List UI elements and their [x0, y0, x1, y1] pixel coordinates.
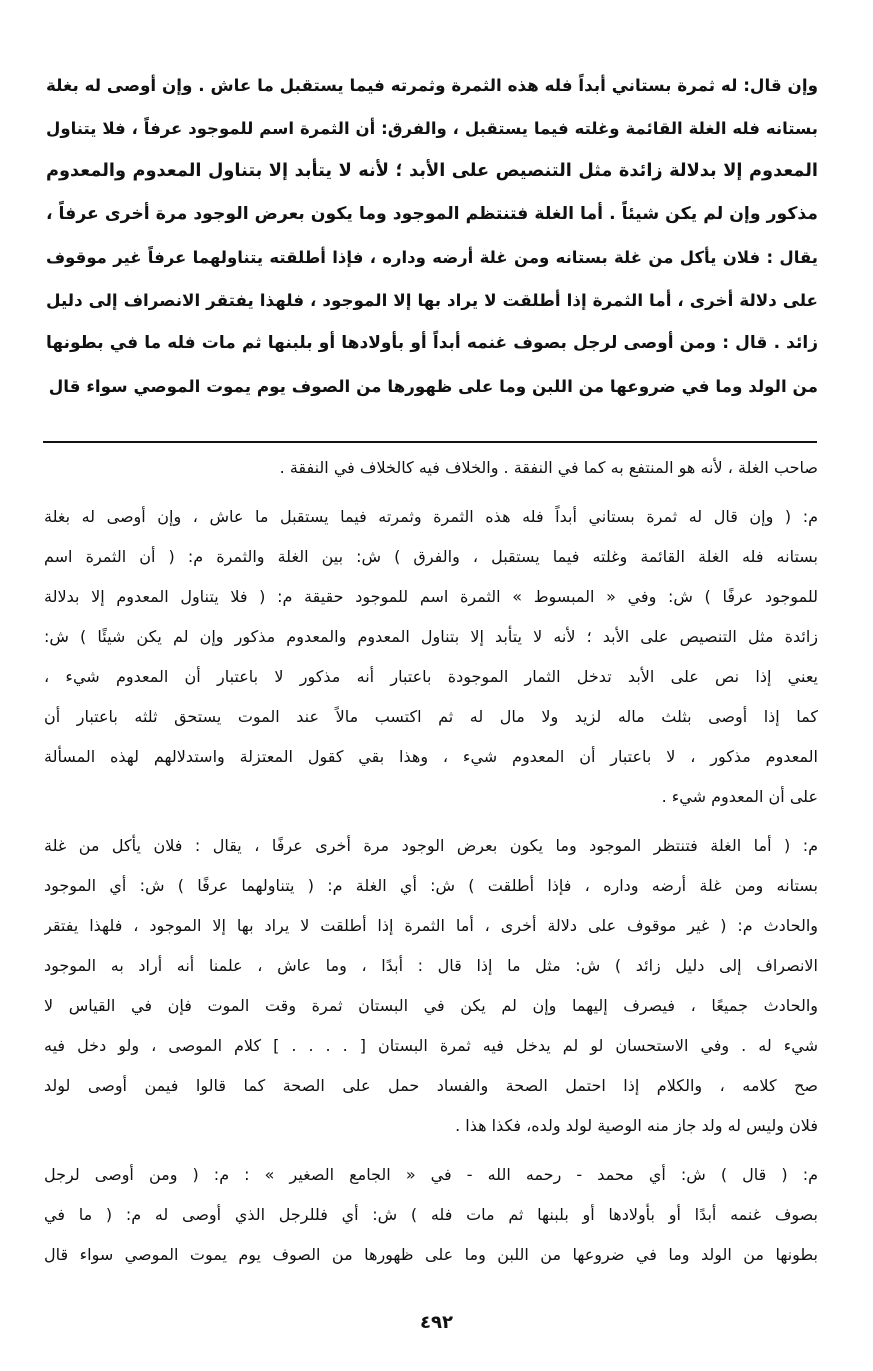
commentary-line: بستانه فله الغلة القائمة وغلته فيما يستقبل ، والفرق ) ش: بين الغلة والثمرة م: ( أن الثمرة اسم: [44, 547, 818, 566]
commentary-line: صاحب الغلة ، لأنه هو المنتفع به كما في النفقة . والخلاف فيه كالخلاف في النفقة .: [279, 458, 818, 477]
commentary-line: المعدوم مذكور ، لا باعتبار أن المعدوم شيء ، وهذا بقي كقول المعتزلة واستدلالهم لهذه المسألة: [44, 747, 818, 766]
commentary-line: للموجود عرفًا ) ش: وفي « المبسوط » الثمرة اسم للموجود حقيقة م: ( فلا يتناول المعدوم إلا بدلالة: [44, 587, 818, 606]
commentary-line: زائدة مثل التنصيص على الأبد ؛ لأنه لا يتأبد إلا بتناول المعدوم والمعدوم مذكور وإن لم يكن شيئًا ) ش:: [44, 627, 818, 646]
main-text-line: من الولد وما في ضروعها من اللبن وما على ظهورها من الصوف يوم يموت الموصي سواء قال: [48, 376, 818, 396]
separator-rule: [43, 441, 817, 443]
main-text-line: على دلالة أخرى ، أما الثمرة إذا أطلقت لا يراد بها إلا الموجود ، فلهذا يفتقر الانصراف إلى دليل: [46, 290, 818, 310]
commentary-line: والحادث م: ( غير موقوف على دلالة أخرى ، أما الثمرة إذا أطلقت لا يراد بها إلا الموجود ، فلهذا يفتقر: [44, 916, 818, 935]
page-number: ٤٩٢: [420, 1312, 453, 1333]
main-text-line: زائد . قال : ومن أوصى لرجل بصوف غنمه أبداً أو بأولادها أو بلبنها ثم مات فله ما في بطونها: [46, 333, 818, 353]
commentary-line: م: ( وإن قال له ثمرة بستاني أبداً فله هذه الثمرة وثمرته فيما يستقبل ما عاش ، وإن أوصى له بغلة: [44, 507, 818, 526]
commentary-line: يعني إذا نص على الأبد تدخل الثمار الموجودة باعتبار أنه مذكور لا باعتبار أن المعدوم شيء ،: [44, 667, 818, 686]
commentary-paragraph: [44, 497, 818, 817]
commentary-paragraph: [44, 826, 818, 1146]
commentary-paragraph: [44, 448, 818, 488]
commentary-line: فلان وليس له ولد جاز منه الوصية لولد ولده، فكذا هذا .: [455, 1116, 818, 1135]
commentary-line: بستانه ومن غلة أرضه وداره ، فإذا أطلقت ) ش: أي الغلة م: ( يتناولهما عرفًا ) ش: أي الموجود: [44, 876, 818, 895]
commentary-line: والحادث جميعًا ، فيصرف إليهما وإن لم يكن في البستان ثمرة وقت الموت فإن في القياس لا: [44, 996, 818, 1015]
commentary-line: صح كلامه ، والكلام إذا احتمل الصحة والفساد حمل على الصحة كما قالوا فيمن أوصى لولد: [44, 1076, 818, 1095]
commentary-line: م: ( قال ) ش: أي محمد - رحمه الله - في « الجامع الصغير » : م: ( ومن أوصى لرجل: [44, 1165, 818, 1184]
commentary-line: بطونها من الولد وما في ضروعها من اللبن وما على ظهورها من الصوف يوم يموت الموصي سواء قال: [44, 1245, 818, 1264]
commentary-paragraph: [44, 1155, 818, 1275]
main-text-line: بستانه فله الغلة القائمة وغلته فيما يستقبل ، والفرق: أن الثمرة اسم للموجود عرفاً ، فلا يتناول: [46, 119, 818, 138]
commentary: [44, 448, 818, 1275]
main-text-line: وإن قال: له ثمرة بستاني أبداً فله هذه الثمرة وثمرته فيما يستقبل ما عاش . وإن أوصى له بغلة: [46, 75, 818, 95]
commentary-line: كما إذا أوصى بثلث ماله لزيد ولا مال له ثم اكتسب مالاً عند الموت يستحق ثلثه باعتبار أن: [44, 707, 818, 726]
commentary-line: بصوف غنمه أبدًا أو بأولادها أو بلبنها ثم مات فله ) ش: أي فللرجل الذي أوصى له م: ( ما في: [44, 1205, 818, 1224]
commentary-line: شيء له . وفي الاستحسان لو لم يدخل فيه ثمرة البستان [ . . . . ] كلام الموصى ، ولو دخل فيه: [44, 1036, 818, 1055]
main-text-line: يقال : فلان يأكل من غلة بستانه ومن غلة أرضه وداره ، فإذا أطلقته يتناولهما عرفاً غير موقوف: [46, 248, 818, 267]
commentary-line: الانصراف إلى دليل زائد ) ش: مثل ما إذا قال : أبدًا ، وما عاش ، علمنا أنه أراد به الموجود: [44, 956, 818, 975]
main-text: [46, 64, 818, 408]
commentary-line: م: ( أما الغلة فتنتظر الموجود وما يكون بعرض الوجود مرة أخرى عرفًا ، يقال : فلان يأكل من غلة: [44, 836, 818, 855]
main-text-line: مذكور وإن لم يكن شيئاً . أما الغلة فتنتظم الموجود وما يكون بعرض الوجود مرة أخرى عرفاً ،: [46, 204, 818, 224]
main-text-line: المعدوم إلا بدلالة زائدة مثل التنصيص على الأبد ؛ لأنه لا يتأبد إلا بتناول المعدوم والمعدوم: [46, 161, 818, 181]
commentary-line: على أن المعدوم شيء .: [661, 787, 818, 806]
